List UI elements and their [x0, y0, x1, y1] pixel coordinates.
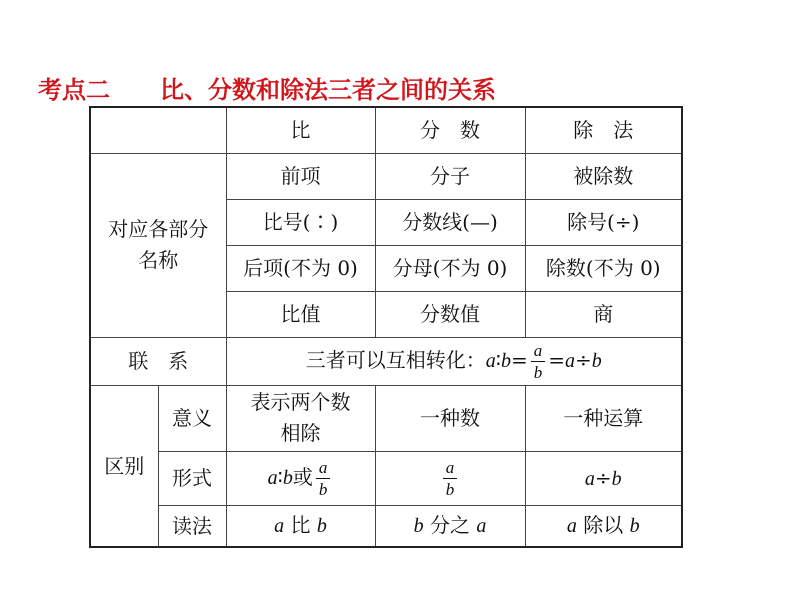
parts-label-line1: 对应各部分	[108, 217, 209, 241]
table-row	[90, 153, 682, 199]
reading-fraction: b 分之 a	[375, 505, 525, 547]
header-fraction: 分 数	[375, 107, 525, 153]
cell-fraction-value: 分数值	[375, 291, 525, 337]
section-title	[38, 70, 496, 104]
difference-label: 区别	[90, 385, 158, 547]
cell-ratio-term2: 后项(不为 0)	[226, 245, 375, 291]
parts-label-line2: 名称	[138, 248, 179, 272]
header-division: 除 法	[525, 107, 682, 153]
meaning-fraction: 一种数	[375, 385, 525, 451]
meaning-ratio: 表示两个数 相除	[226, 385, 375, 451]
cell-division-dividend: 被除数	[525, 153, 682, 199]
form-row	[90, 451, 682, 505]
form-fraction: $\frac{a}{b}$	[375, 451, 525, 505]
section-title-text: 比、分数和除法三者之间的关系	[160, 75, 496, 104]
reading-division: a 除以 b	[525, 505, 682, 547]
form-division: a÷b	[525, 451, 682, 505]
cell-ratio-value: 比值	[226, 291, 375, 337]
header-empty-cell	[90, 107, 226, 153]
parts-label	[90, 153, 226, 337]
cell-division-sign: 除号(÷)	[525, 199, 682, 245]
reading-label: 读法	[158, 505, 226, 547]
relation-formula: 三者可以互相转化：a∶b= $\frac{a}{b}$ =a÷b	[226, 337, 682, 385]
relation-text: 三者可以互相转化：	[305, 347, 486, 372]
reading-ratio: a 比 b	[226, 505, 375, 547]
relation-row	[90, 337, 682, 385]
header-row	[90, 107, 682, 153]
cell-fraction-bar: 分数线(—)	[375, 199, 525, 245]
meaning-division: 一种运算	[525, 385, 682, 451]
form-ratio: a∶b或 $\frac{a}{b}$	[226, 451, 375, 505]
cell-fraction-denominator: 分母(不为 0)	[375, 245, 525, 291]
cell-ratio-sign: 比号(∶)	[226, 199, 375, 245]
meaning-row	[90, 385, 682, 451]
meaning-label: 意义	[158, 385, 226, 451]
section-title-prefix: 考点二	[38, 75, 110, 104]
cell-fraction-numerator: 分子	[375, 153, 525, 199]
header-ratio: 比	[226, 107, 375, 153]
relation-fraction: $\frac{a}{b}$	[531, 342, 546, 381]
reading-row	[90, 505, 682, 547]
cell-division-quotient: 商	[525, 291, 682, 337]
form-label: 形式	[158, 451, 226, 505]
comparison-table	[89, 106, 683, 548]
cell-division-divisor: 除数(不为 0)	[525, 245, 682, 291]
relation-label: 联 系	[90, 337, 226, 385]
cell-ratio-term1: 前项	[226, 153, 375, 199]
